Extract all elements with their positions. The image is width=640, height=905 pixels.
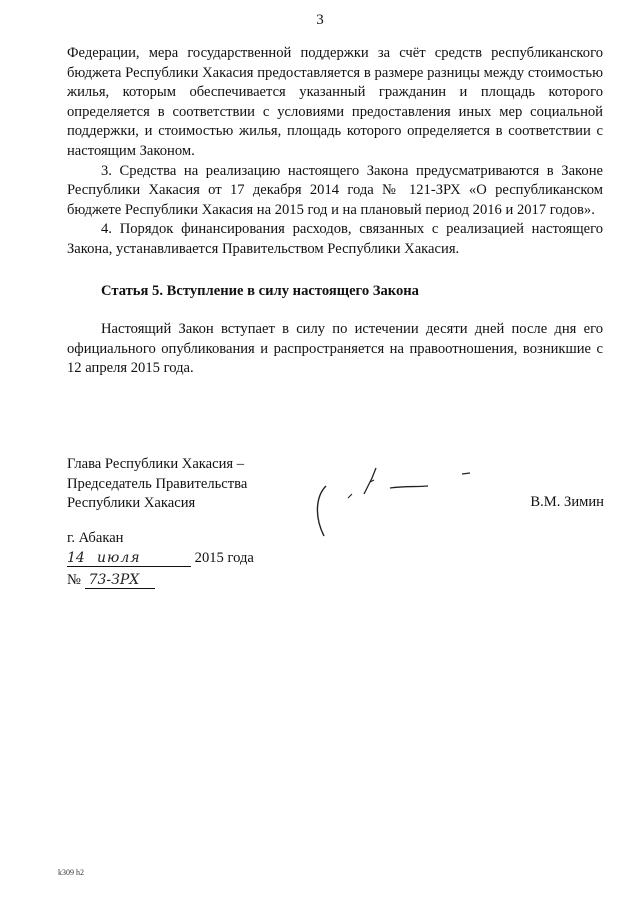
signing-date [67,548,254,567]
number-blank [85,570,155,589]
handwritten-signature [312,458,482,540]
handwritten-day: 14 [67,550,85,566]
article-5-text: Настоящий Закон вступает в силу по истечении десяти дней после дня его официального опубликования и распространяется на правоотношения, возникшие с 12 апреля 2015 года. [67,321,603,377]
paragraph-continuation: Федерации, мера государственной поддержки за счёт средств республиканского бюджета Республики Хакасия предоставляется в размере разницы между стоимостью жилья, которым обеспечивается указанный гражданин и площадь которого определяется в соответствии с условиями предоставления иных мер социальной поддержки, и стоимостью жилья, площадь которого определяется в соответствии с настоящим Законом. [67,45,603,159]
handwritten-number: 73-ЗРХ [88,572,140,588]
law-number [67,570,155,589]
number-sign: № [67,572,81,588]
signatory-title [67,455,247,514]
document-body [67,44,603,379]
page-number: 3 [316,12,324,28]
handwritten-month: июля [97,550,141,566]
paragraph-4: 4. Порядок финансирования расходов, связанных с реализацией настоящего Закона, устанавливается Правительством Республики Хакасия. [67,221,603,257]
article-5-heading: Статья 5. Вступление в силу настоящего Закона [101,282,419,299]
signatory-line-2: Председатель Правительства [67,475,248,492]
date-blank [67,548,191,567]
place-of-signing: г. Абакан [67,530,124,546]
signatory-line-3: Республики Хакасия [67,495,196,511]
footer-code: k309 h2 [58,868,84,877]
signatory-line-1: Глава Республики Хакасия – [67,456,245,472]
paragraph-3: 3. Средства на реализацию настоящего Закона предусматриваются в Законе Республики Хакасия от 17 декабря 2014 года № 121-ЗРХ «О республиканском бюджете Республики Хакасия на 2015 год и на плановый период 2016 и 2017 годов». [67,162,603,218]
date-year: 2015 года [194,550,254,566]
signatory-name: В.М. Зимин [530,494,604,510]
